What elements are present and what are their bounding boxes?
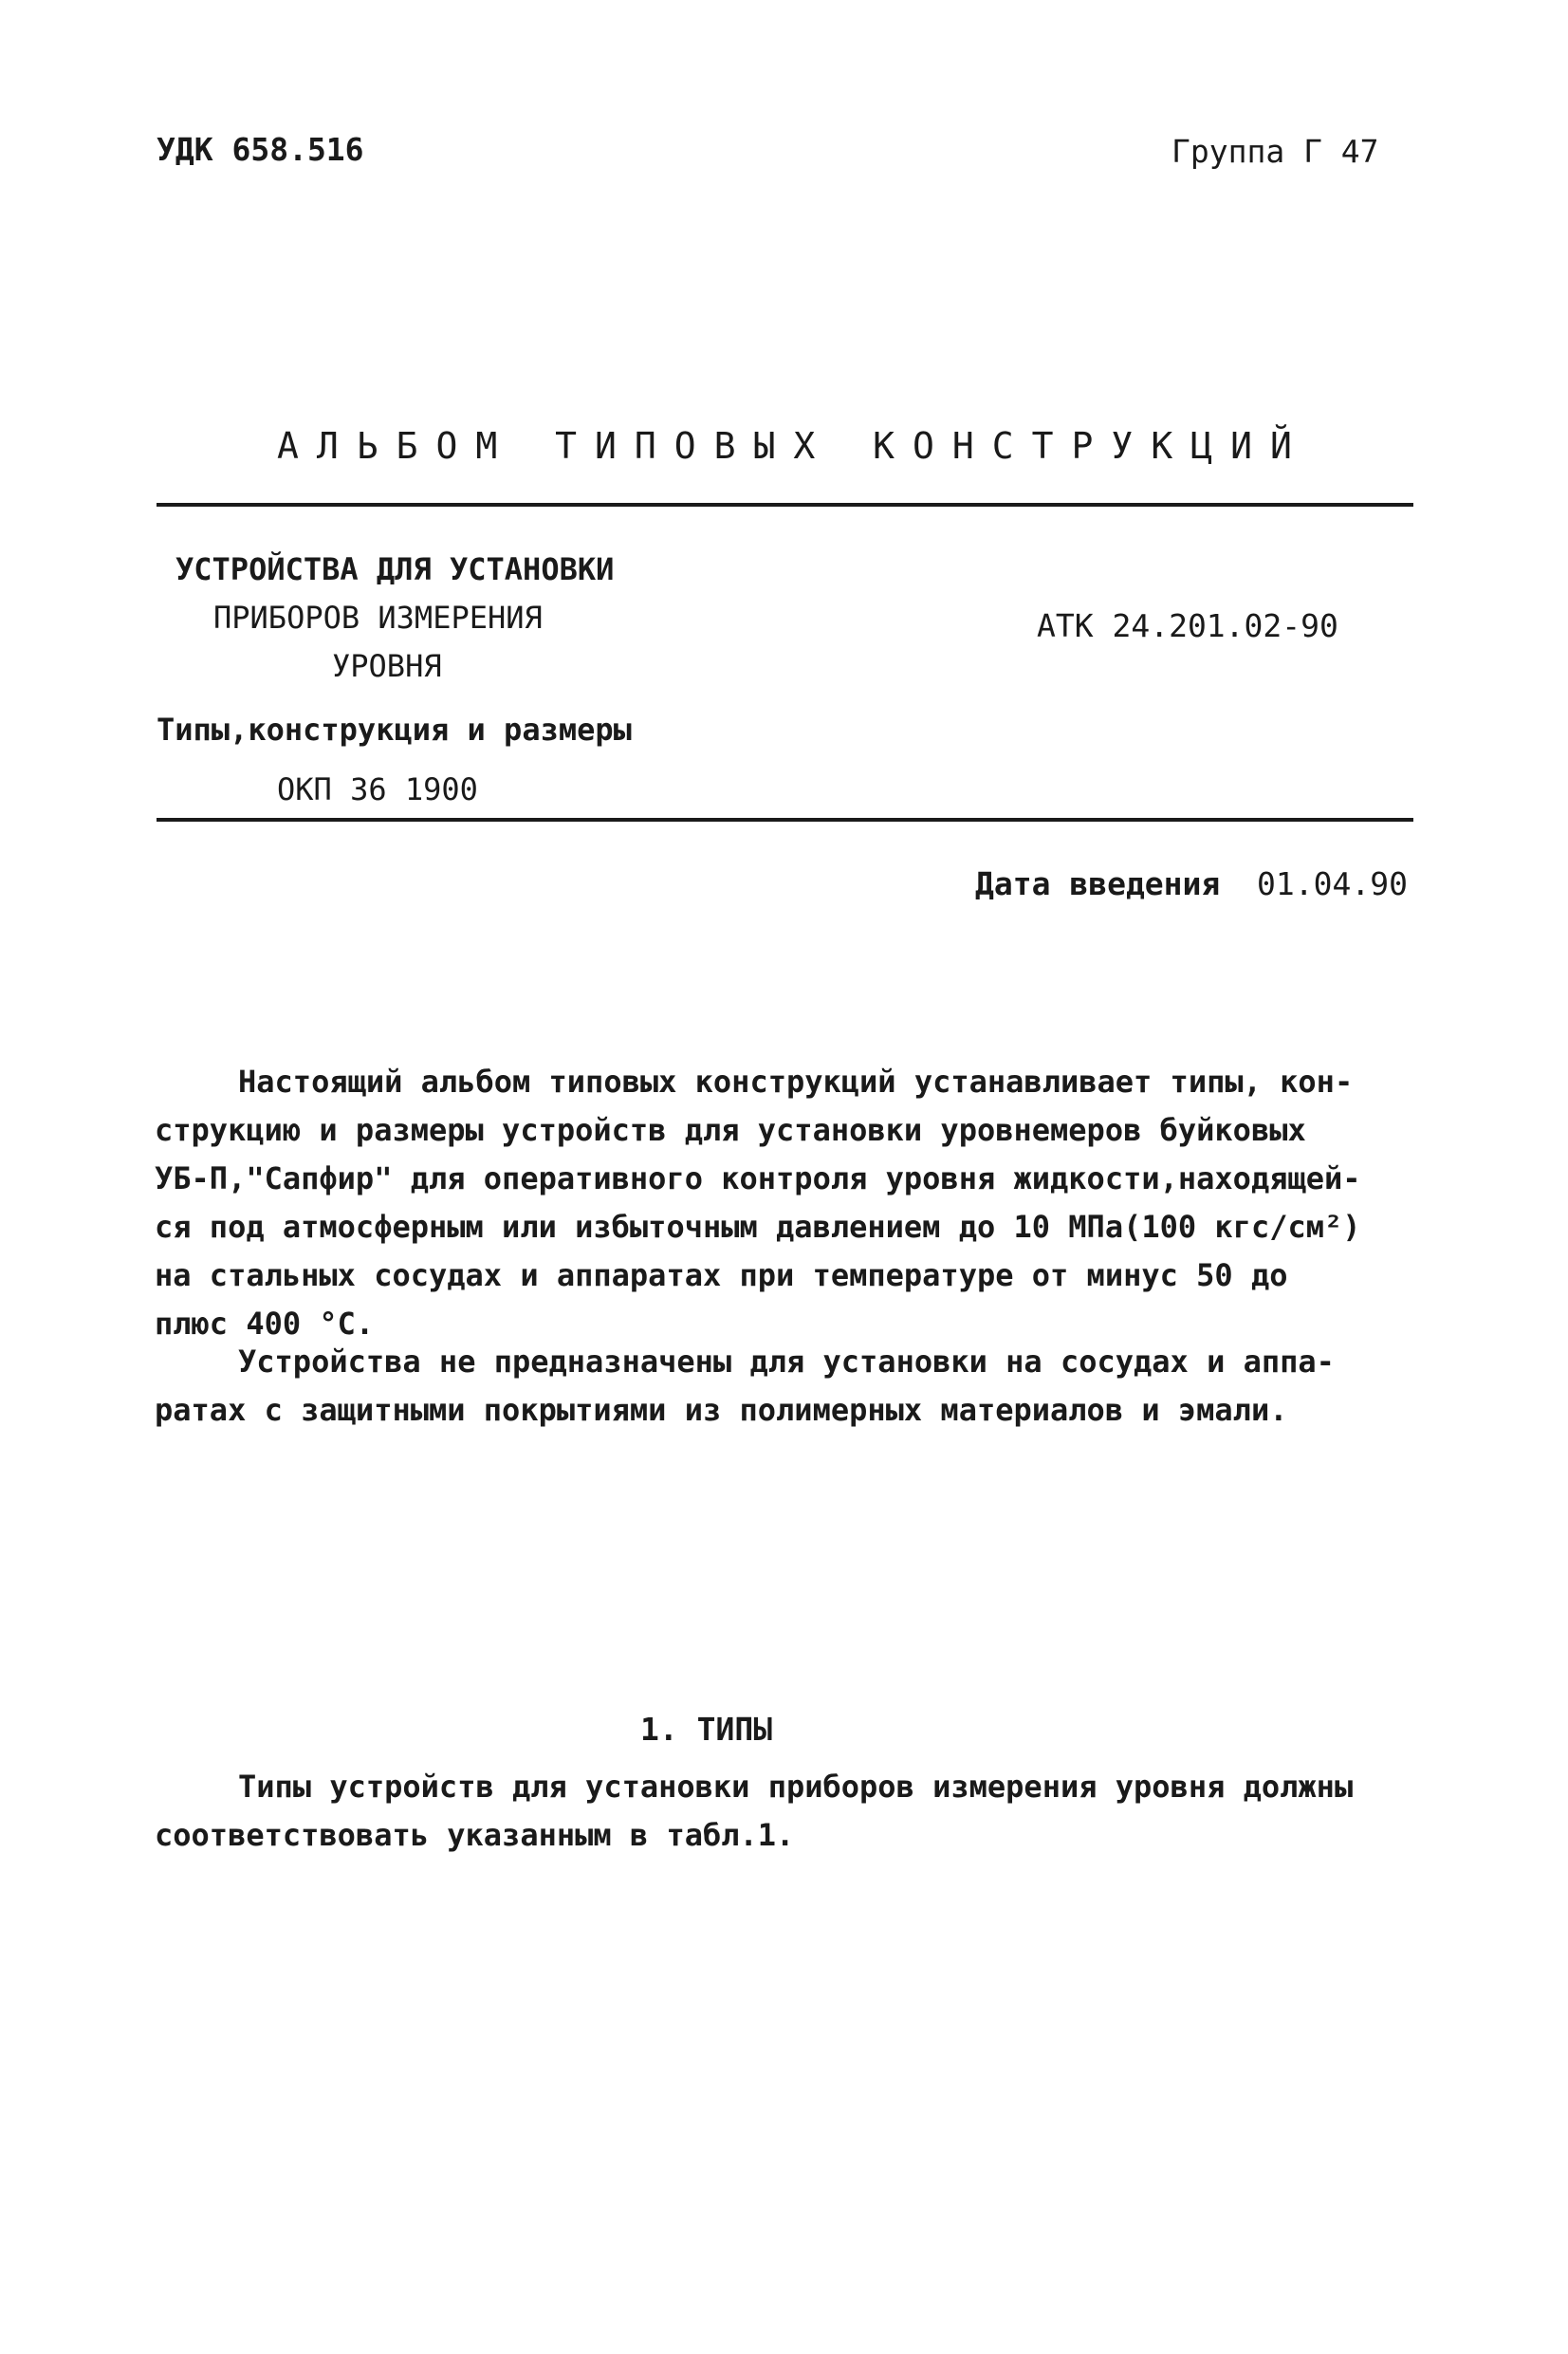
scope-paragraph [155,1058,1413,1348]
paragraph-line: Устройства не предназначены для установки на сосудах и аппа- [238,1344,1335,1380]
title-line-3: УРОВНЯ [332,648,442,684]
section-heading: 1. ТИПЫ [640,1711,773,1748]
paragraph-line: УБ-П,"Сапфир" для оперативного контроля уровня жидкости,находящей- [155,1160,1361,1196]
intro-date-value: 01.04.90 [1257,865,1408,902]
document-subtitle: Типы,конструкция и размеры [157,712,632,748]
paragraph-line: Настоящий альбом типовых конструкций устанавливает типы, кон- [238,1064,1354,1100]
restriction-paragraph [155,1338,1413,1435]
paragraph-line: ся под атмосферным или избыточным давлением до 10 МПа(100 кгс/см²) [155,1209,1361,1245]
types-paragraph [155,1763,1413,1860]
okp-code: ОКП 36 1900 [277,771,478,807]
paragraph-line: соответствовать указанным в табл.1. [155,1817,795,1853]
paragraph-line: струкцию и размеры устройств для установки уровнемеров буйковых [155,1112,1306,1148]
group-code: Группа Г 47 [1171,133,1379,170]
document-designation: АТК 24.201.02-90 [1037,607,1338,644]
top-divider [157,503,1413,507]
udk-code: УДК 658.516 [157,131,364,168]
paragraph-line: плюс 400 °С. [155,1306,375,1342]
bottom-divider [157,818,1413,822]
paragraph-line: Типы устройств для установки приборов измерения уровня должны [238,1769,1354,1805]
intro-date-label: Дата введения [975,865,1221,902]
paragraph-line: ратах с защитными покрытиями из полимерных материалов и эмали. [155,1392,1288,1428]
paragraph-line: на стальных сосудах и аппаратах при температуре от минус 50 до [155,1257,1288,1293]
title-line-1: УСТРОЙСТВА ДЛЯ УСТАНОВКИ [175,551,615,587]
document-title [175,546,614,691]
title-line-2: ПРИБОРОВ ИЗМЕРЕНИЯ [213,600,543,636]
album-title: АЛЬБОМ ТИПОВЫХ КОНСТРУКЦИЙ [277,425,1310,467]
